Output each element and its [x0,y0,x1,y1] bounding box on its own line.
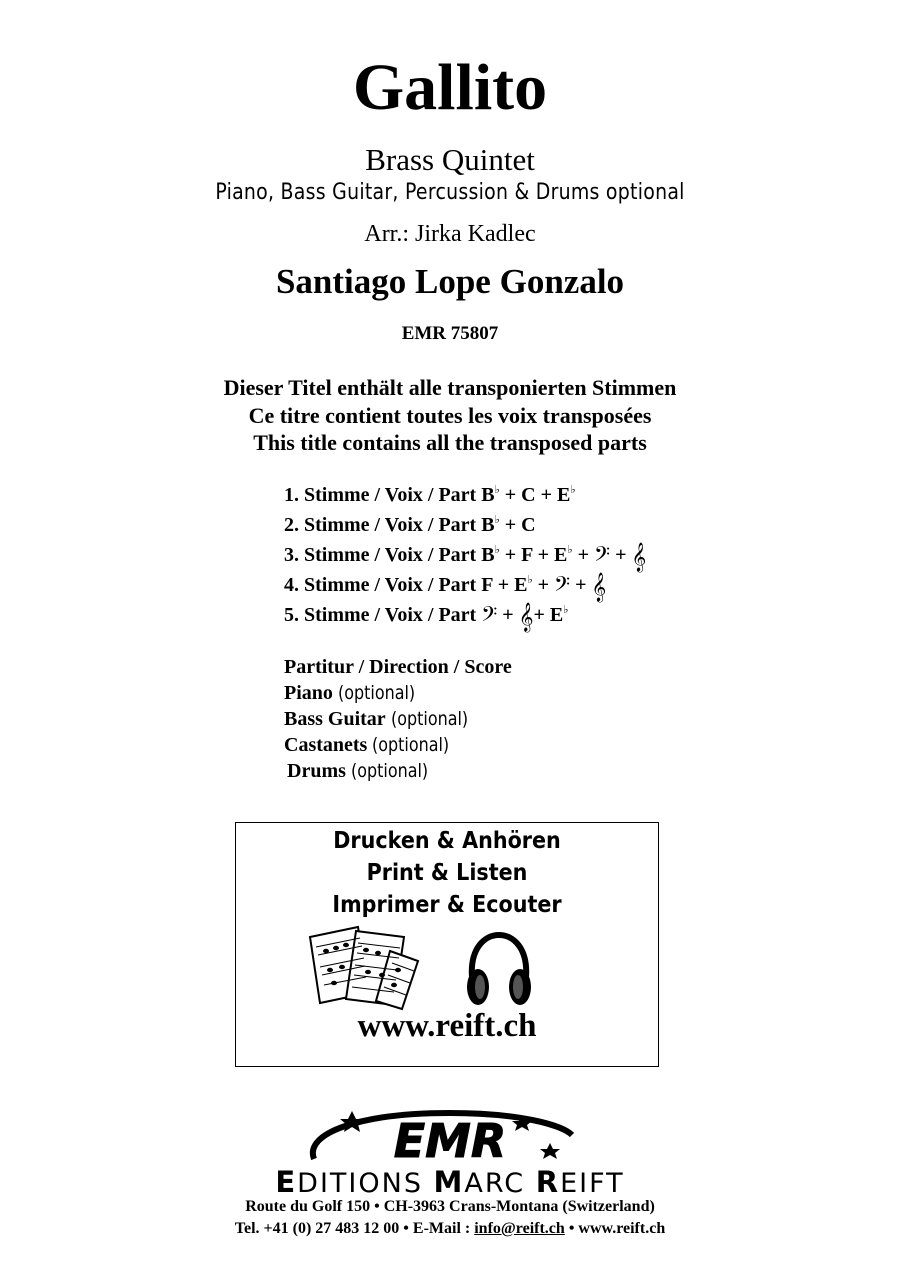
extra-bass-guitar [284,706,512,732]
extra-note: (optional) [350,760,429,782]
promo-line-de: Drucken & Anhören [333,828,561,854]
catalog-number: EMR 75807 [401,323,499,344]
bass-clef-icon: 𝄢 [593,542,611,571]
part-label: 3. Stimme / Voix / Part [284,544,477,566]
treble-clef-icon: 𝄞 [518,602,534,631]
info-line-de: Dieser Titel enthält alle transponierten Stimmen [223,375,677,400]
instrumentation: Piano, Bass Guitar, Percussion & Drums optional [215,180,685,205]
website-link[interactable]: www.reift.ch [357,1008,537,1044]
part-4 [284,565,646,601]
info-line-en: This title contains all the transposed parts [253,430,647,455]
extra-drums [287,758,512,784]
parts-list [284,475,647,631]
info-line-fr: Ce titre contient toutes les voix transposées [248,402,652,428]
part-keys: F + E♭ + 𝄢 + 𝄞 [481,572,607,601]
extra-note: (optional) [337,682,416,704]
arranger: Arr.: Jirka Kadlec [364,221,536,247]
extra-note: (optional) [390,708,468,730]
part-keys: B♭ + C [481,514,536,536]
optional-parts-list [284,654,512,784]
part-keys: B♭ + C + E♭ [481,484,576,506]
publisher-address: Route du Golf 150 • CH-3963 Crans-Montana (Switzerland) [245,1198,655,1215]
sheet-music-icon [306,923,421,1013]
extra-name: Drums [287,760,346,782]
promo-line-fr: Imprimer & Ecouter [332,892,562,918]
publisher-name: EDITIONS MARC REIFT [275,1165,625,1199]
page-title: Gallito [352,51,548,124]
extra-name: Partitur / Direction / Score [284,656,512,678]
email-link[interactable]: info@reift.ch [474,1220,565,1237]
part-keys: B♭ + F + E♭ + 𝄢 + 𝄞 [481,542,647,571]
part-label: 5. Stimme / Voix / Part [284,604,477,626]
part-label: 4. Stimme / Voix / Part [284,574,477,596]
print-listen-box[interactable] [235,822,659,1067]
treble-clef-icon: 𝄞 [591,572,607,601]
transposed-parts-info [0,374,900,457]
part-1 [284,475,646,505]
subtitle: Brass Quintet [365,142,535,177]
bass-clef-icon: 𝄢 [481,602,498,631]
logo-text: EMR [393,1114,507,1167]
extra-piano [284,680,512,706]
extra-name: Piano [284,682,333,704]
part-3 [284,535,647,571]
treble-clef-icon: 𝄞 [631,542,647,571]
extra-name: Bass Guitar [284,708,386,730]
part-label: 1. Stimme / Voix / Part [284,484,477,506]
promo-line-en: Print & Listen [366,860,528,886]
publisher-contact [0,1219,900,1239]
extra-castanets [284,732,512,758]
part-label: 2. Stimme / Voix / Part [284,514,477,536]
composer: Santiago Lope Gonzalo [275,262,625,301]
web-address: • www.reift.ch [564,1220,666,1237]
part-keys: 𝄢 + 𝄞+ E♭ [481,602,569,631]
emr-logo [300,1105,600,1167]
extra-score [284,654,512,680]
bass-clef-icon: 𝄢 [554,572,571,601]
extra-note: (optional) [372,734,450,756]
extra-name: Castanets [284,734,368,756]
part-2 [284,505,646,535]
headphones-icon [464,931,534,1009]
telephone: Tel. +41 (0) 27 483 12 00 • E-Mail : [234,1220,475,1237]
